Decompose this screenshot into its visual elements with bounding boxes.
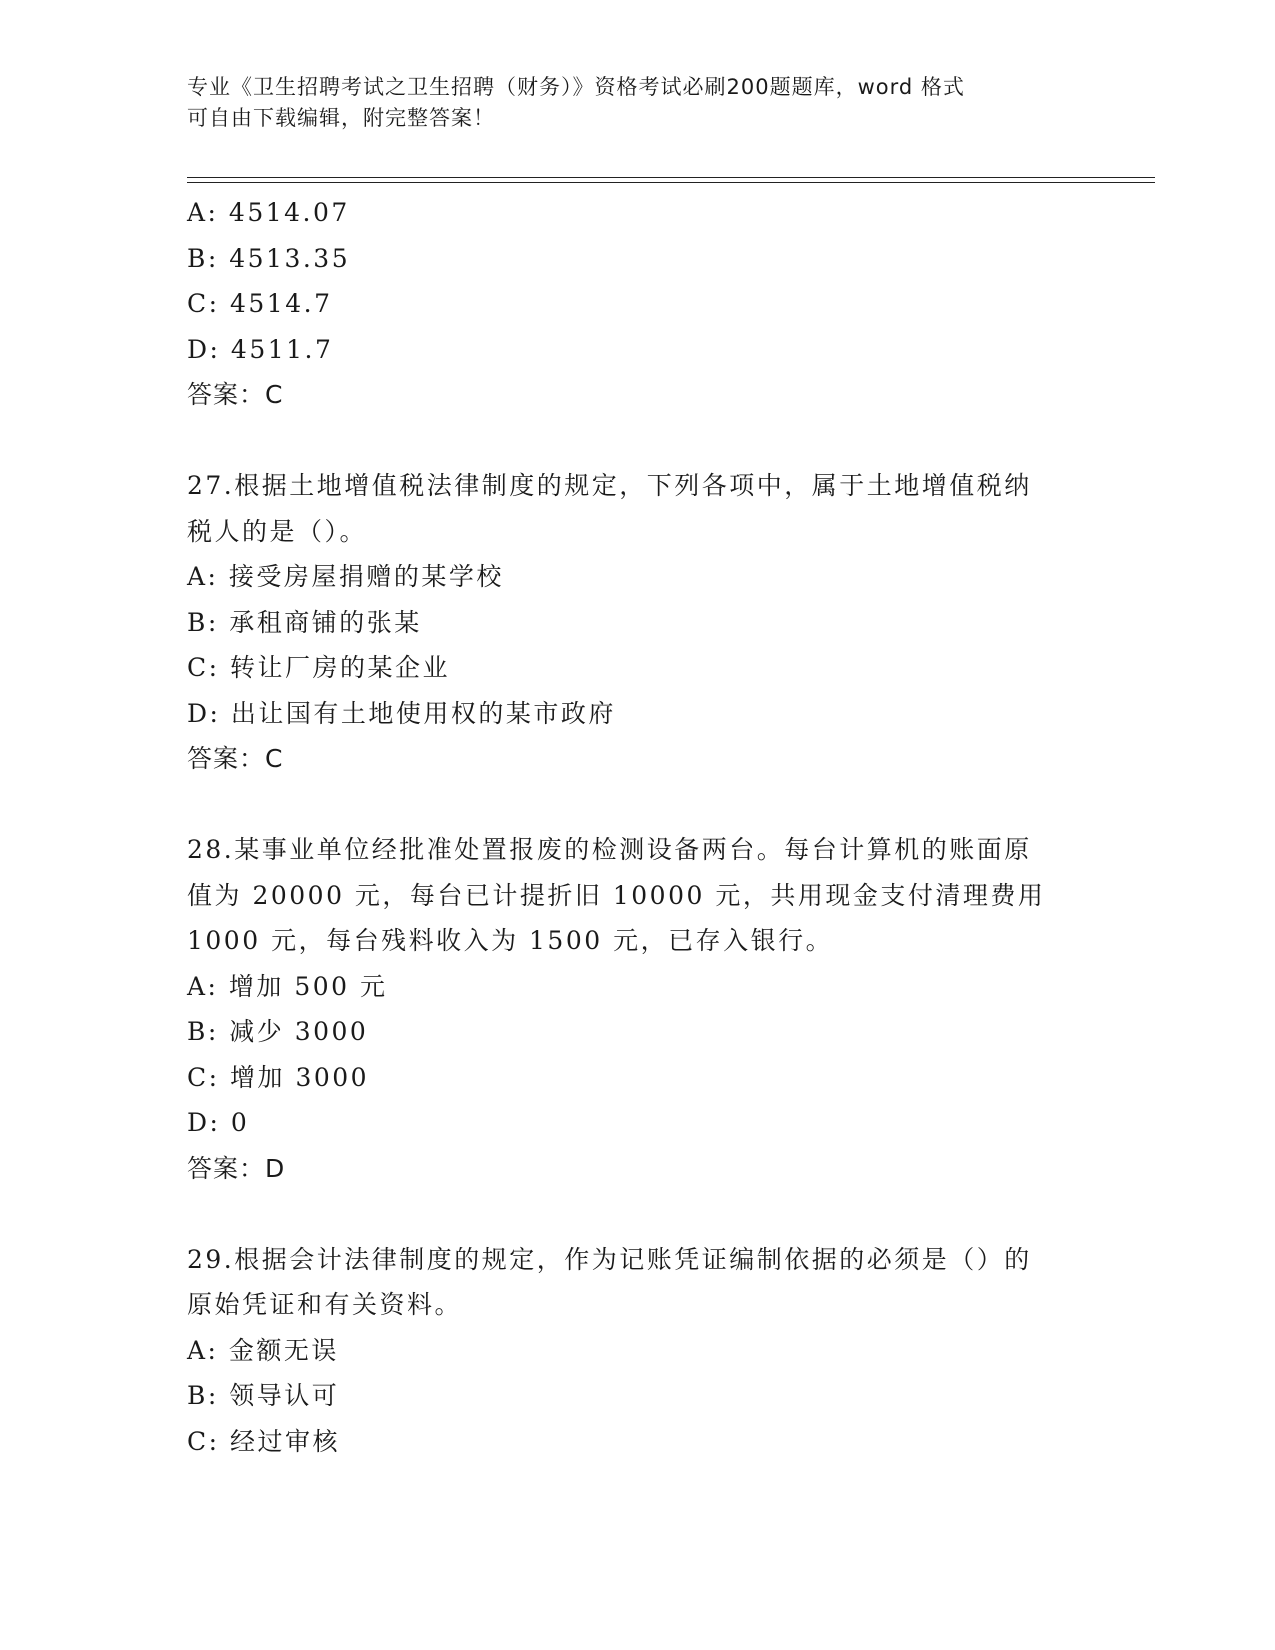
- question-26: [187, 190, 1087, 418]
- option-c: C: 增加 3000: [187, 1062, 370, 1092]
- spacer: [187, 782, 1087, 828]
- spacer: [187, 418, 1087, 464]
- option-b: B: 减少 3000: [187, 1017, 369, 1046]
- question-stem: 28.某事业单位经批准处置报废的检测设备两台。每台计算机的账面原: [187, 835, 1032, 864]
- option-c: C: 4514.7: [187, 289, 333, 318]
- header-line-1: 专业《卫生招聘考试之卫生招聘（财务）》资格考试必刷200题题库，word 格式: [187, 75, 965, 99]
- header-divider-bottom: [187, 182, 1155, 183]
- question-stem: 值为 20000 元，每台已计提折旧 10000 元，共用现金支付清理费用: [187, 880, 1046, 910]
- question-list: [187, 190, 1087, 1464]
- answer-label: 答案：D: [187, 1153, 286, 1183]
- question-29: [187, 1237, 1087, 1465]
- option-c: C: 转让厂房的某企业: [187, 653, 450, 682]
- option-c: C: 经过审核: [187, 1426, 340, 1456]
- option-a: A: 4514.07: [187, 198, 350, 227]
- question-stem: 27.根据土地增值税法律制度的规定，下列各项中，属于土地增值税纳: [187, 471, 1032, 500]
- option-d: D: 4511.7: [187, 334, 334, 364]
- question-28: [187, 827, 1087, 1191]
- question-stem: 原始凭证和有关资料。: [187, 1290, 463, 1319]
- option-a: A: 金额无误: [187, 1335, 339, 1365]
- question-27: [187, 463, 1087, 782]
- option-b: B: 4513.35: [187, 243, 351, 273]
- answer-label: 答案：C: [187, 744, 284, 773]
- document-header: [187, 72, 1067, 134]
- option-d: D: 0: [187, 1108, 250, 1137]
- option-b: B: 承租商铺的张某: [187, 607, 422, 637]
- header-line-2: 可自由下载编辑，附完整答案！: [187, 106, 495, 130]
- question-stem: 税人的是（）。: [187, 516, 368, 546]
- option-d: D: 出让国有土地使用权的某市政府: [187, 698, 616, 728]
- spacer: [187, 1191, 1087, 1237]
- option-a: A: 增加 500 元: [187, 971, 388, 1001]
- question-stem: 1000 元，每台残料收入为 1500 元，已存入银行。: [187, 926, 834, 955]
- answer-label: 答案：C: [187, 380, 284, 409]
- option-b: B: 领导认可: [187, 1381, 340, 1410]
- question-stem: 29.根据会计法律制度的规定，作为记账凭证编制依据的必须是（）的: [187, 1244, 1032, 1274]
- header-divider-top: [187, 177, 1155, 178]
- option-a: A: 接受房屋捐赠的某学校: [187, 562, 504, 591]
